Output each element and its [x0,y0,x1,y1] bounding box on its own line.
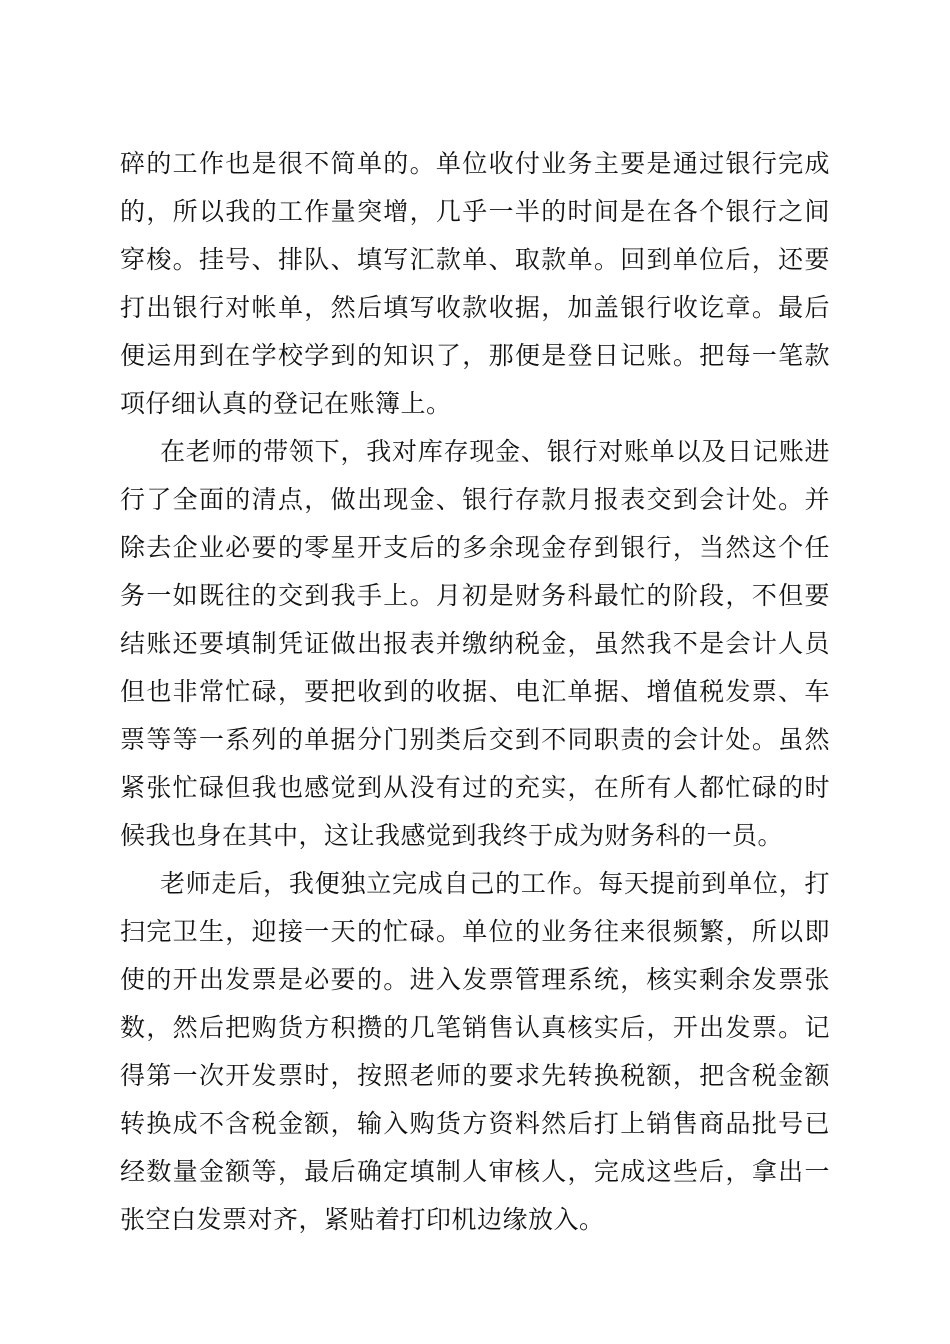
text-line: 碎的工作也是很不简单的。单位收付业务主要是通过银行完成 [120,149,830,178]
text-line: 候我也身在其中，这让我感觉到我终于成为财务科的一员。 [120,821,784,850]
text-line: 票等等一系列的单据分门别类后交到不同职责的会计处。虽然 [120,725,830,754]
paragraph-2 [120,428,830,860]
document-body [120,140,830,1244]
text-line: 经数量金额等，最后确定填制人审核人，完成这些后，拿出一 [120,1157,830,1186]
text-line: 转换成不含税金额，输入购货方资料然后打上销售商品批号已 [120,1109,830,1138]
text-line: 扫完卫生，迎接一天的忙碌。单位的业务往来很频繁，所以即 [120,917,830,946]
text-line: 打出银行对帐单，然后填写收款收据，加盖银行收讫章。最后 [120,293,830,322]
text-line: 但也非常忙碌，要把收到的收据、电汇单据、增值税发票、车 [120,677,830,706]
text-line: 得第一次开发票时，按照老师的要求先转换税额，把含税金额 [120,1061,830,1090]
text-line: 结账还要填制凭证做出报表并缴纳税金，虽然我不是会计人员 [120,629,830,658]
text-line: 便运用到在学校学到的知识了，那便是登日记账。把每一笔款 [120,341,830,370]
text-line: 数，然后把购货方积攒的几笔销售认真核实后，开出发票。记 [120,1013,830,1042]
text-line: 务一如既往的交到我手上。月初是财务科最忙的阶段，不但要 [120,581,830,610]
text-line: 除去企业必要的零星开支后的多余现金存到银行，当然这个任 [120,533,830,562]
paragraph-3 [120,860,830,1244]
text-line: 使的开出发票是必要的。进入发票管理系统，核实剩余发票张 [120,965,830,994]
text-line: 项仔细认真的登记在账簿上。 [120,389,452,418]
paragraph-1 [120,140,830,428]
text-line: 在老师的带领下，我对库存现金、银行对账单以及日记账进 [160,437,830,466]
text-line: 老师走后，我便独立完成自己的工作。每天提前到单位，打 [160,869,830,898]
text-line: 张空白发票对齐，紧贴着打印机边缘放入。 [120,1205,605,1234]
text-line: 穿梭。挂号、排队、填写汇款单、取款单。回到单位后，还要 [120,245,830,274]
text-line: 的，所以我的工作量突增，几乎一半的时间是在各个银行之间 [120,197,830,226]
text-line: 行了全面的清点，做出现金、银行存款月报表交到会计处。并 [120,485,830,514]
text-line: 紧张忙碌但我也感觉到从没有过的充实，在所有人都忙碌的时 [120,773,830,802]
